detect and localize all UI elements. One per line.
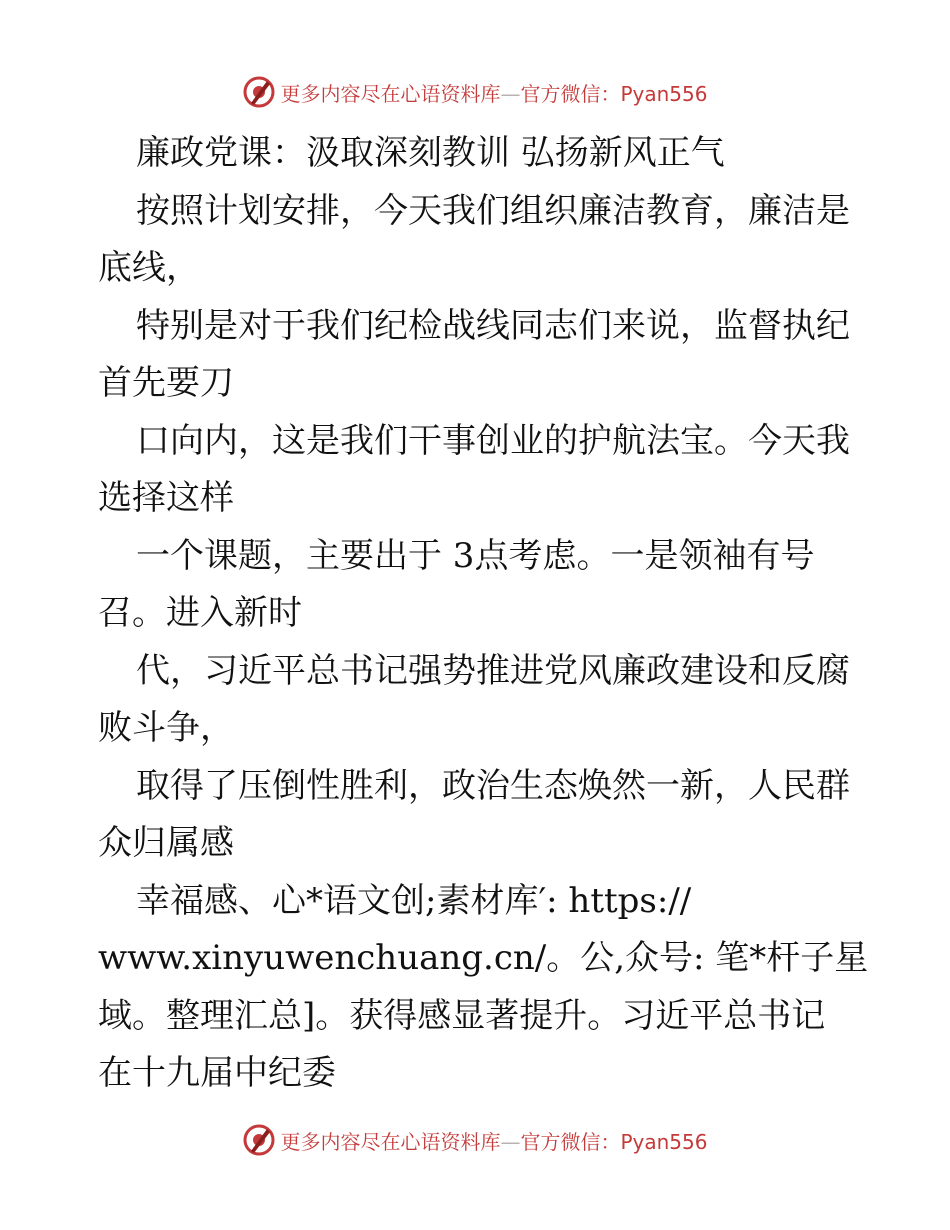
pen-logo-icon bbox=[242, 1123, 276, 1157]
pen-logo-icon bbox=[242, 75, 276, 109]
text-line: 域。整理汇总]。获得感显著提升。习近平总书记 bbox=[98, 995, 826, 1036]
banner-wechat: 官方微信：Pyan556 bbox=[520, 1129, 708, 1154]
text-line: 败斗争， bbox=[98, 708, 234, 748]
text-line: 召。进入新时 bbox=[98, 593, 302, 633]
text-line: 按照计划安排，今天我们组织廉洁教育，廉洁是 bbox=[136, 190, 850, 231]
text-line: 一个课题，主要出于 3点考虑。一是领袖有号 bbox=[136, 535, 815, 576]
document-body bbox=[98, 125, 878, 1103]
banner-brand: 更多内容尽在心语资料库 bbox=[280, 81, 501, 106]
banner-brand: 更多内容尽在心语资料库 bbox=[280, 1129, 501, 1154]
text-line: 特别是对于我们纪检战线同志们来说，监督执纪 bbox=[136, 305, 850, 346]
text-line: 代，习近平总书记强势推进党风廉政建设和反腐 bbox=[136, 650, 850, 691]
text-line: 幸福感、心*语文创;素材库′: https:// bbox=[136, 880, 692, 921]
text-line: 口向内，这是我们干事创业的护航法宝。今天我 bbox=[136, 420, 850, 461]
text-line: 底线， bbox=[98, 248, 200, 288]
text-line: 选择这样 bbox=[98, 478, 234, 518]
text-line: www.xinyuwenchuang.cn/。公,众号: 笔*杆子星 bbox=[98, 938, 869, 978]
banner-separator: — bbox=[500, 81, 521, 106]
header-banner bbox=[0, 70, 950, 114]
banner-text bbox=[280, 1126, 707, 1155]
text-line: 首先要刀 bbox=[98, 363, 234, 403]
footer-banner bbox=[0, 1118, 950, 1162]
banner-separator: — bbox=[500, 1129, 521, 1154]
document-title: 廉政党课：汲取深刻教训 弘扬新风正气 bbox=[136, 133, 725, 173]
text-line: 在十九届中纪委 bbox=[98, 1053, 336, 1093]
text-line: 取得了压倒性胜利，政治生态焕然一新，人民群 bbox=[136, 765, 850, 806]
banner-text bbox=[280, 78, 707, 107]
banner-wechat: 官方微信：Pyan556 bbox=[520, 81, 708, 106]
text-line: 众归属感 bbox=[98, 823, 234, 863]
